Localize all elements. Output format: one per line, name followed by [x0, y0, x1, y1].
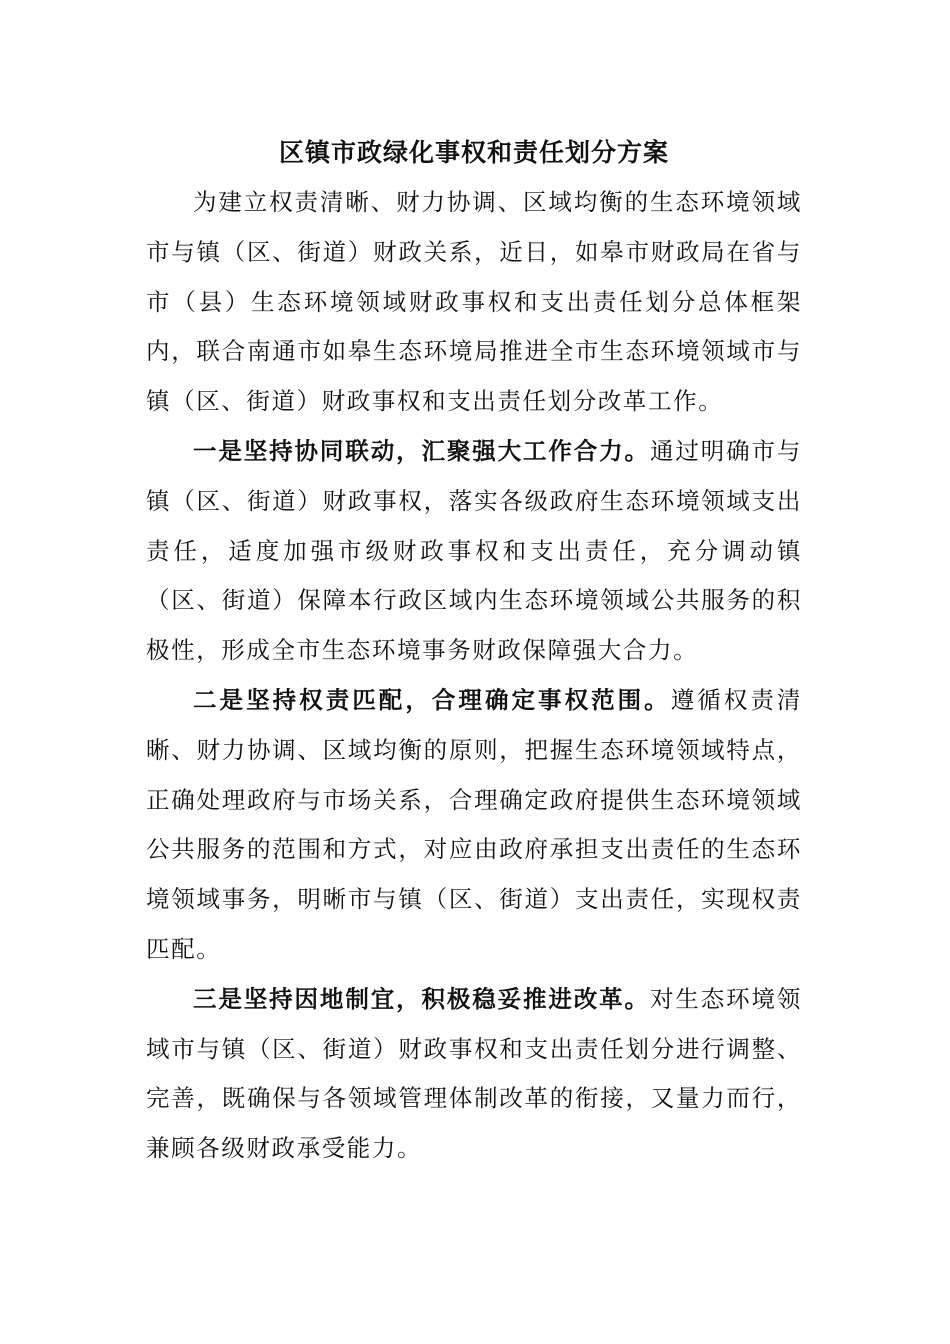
section-body-1: 通过明确市与镇（区、街道）财政事权，落实各级政府生态环境领域支出责任，适度加强市级财政事权和支出责任，充分调动镇（区、街道）保障本行政区域内生态环境领域公共服务的积极性，形成全市生态环境事务财政保障强大合力。 [146, 436, 802, 665]
section-paragraph-2 [146, 676, 802, 975]
section-body-2: 遵循权责清晰、财力协调、区域均衡的原则，把握生态环境领域特点，正确处理政府与市场关系，合理确定政府提供生态环境领域公共服务的范围和方式，对应由政府承担支出责任的生态环境领域事务，明晰市与镇（区、街道）支出责任，实现权责匹配。 [146, 685, 802, 963]
document-page [146, 128, 802, 1174]
section-lead-1: 一是坚持协同联动，汇聚强大工作合力。 [193, 436, 650, 465]
document-title: 区镇市政绿化事权和责任划分方案 [278, 138, 669, 167]
section-lead-3: 三是坚持因地制宜，积极稳妥推进改革。 [193, 984, 650, 1013]
section-paragraph-3 [146, 975, 802, 1174]
intro-paragraph: 为建立权责清晰、财力协调、区域均衡的生态环境领域市与镇（区、街道）财政关系，近日，如皋市财政局在省与市（县）生态环境领域财政事权和支出责任划分总体框架内，联合南通市如皋生态环境局推进全市生态环境领域市与镇（区、街道）财政事权和支出责任划分改革工作。 [146, 188, 802, 416]
section-body-3: 对生态环境领域市与镇（区、街道）财政事权和支出责任划分进行调整、完善，既确保与各领域管理体制改革的衔接，又量力而行，兼顾各级财政承受能力。 [146, 984, 802, 1163]
section-paragraph-1 [146, 427, 802, 676]
section-lead-2: 二是坚持权责匹配，合理确定事权范围。 [193, 685, 671, 714]
